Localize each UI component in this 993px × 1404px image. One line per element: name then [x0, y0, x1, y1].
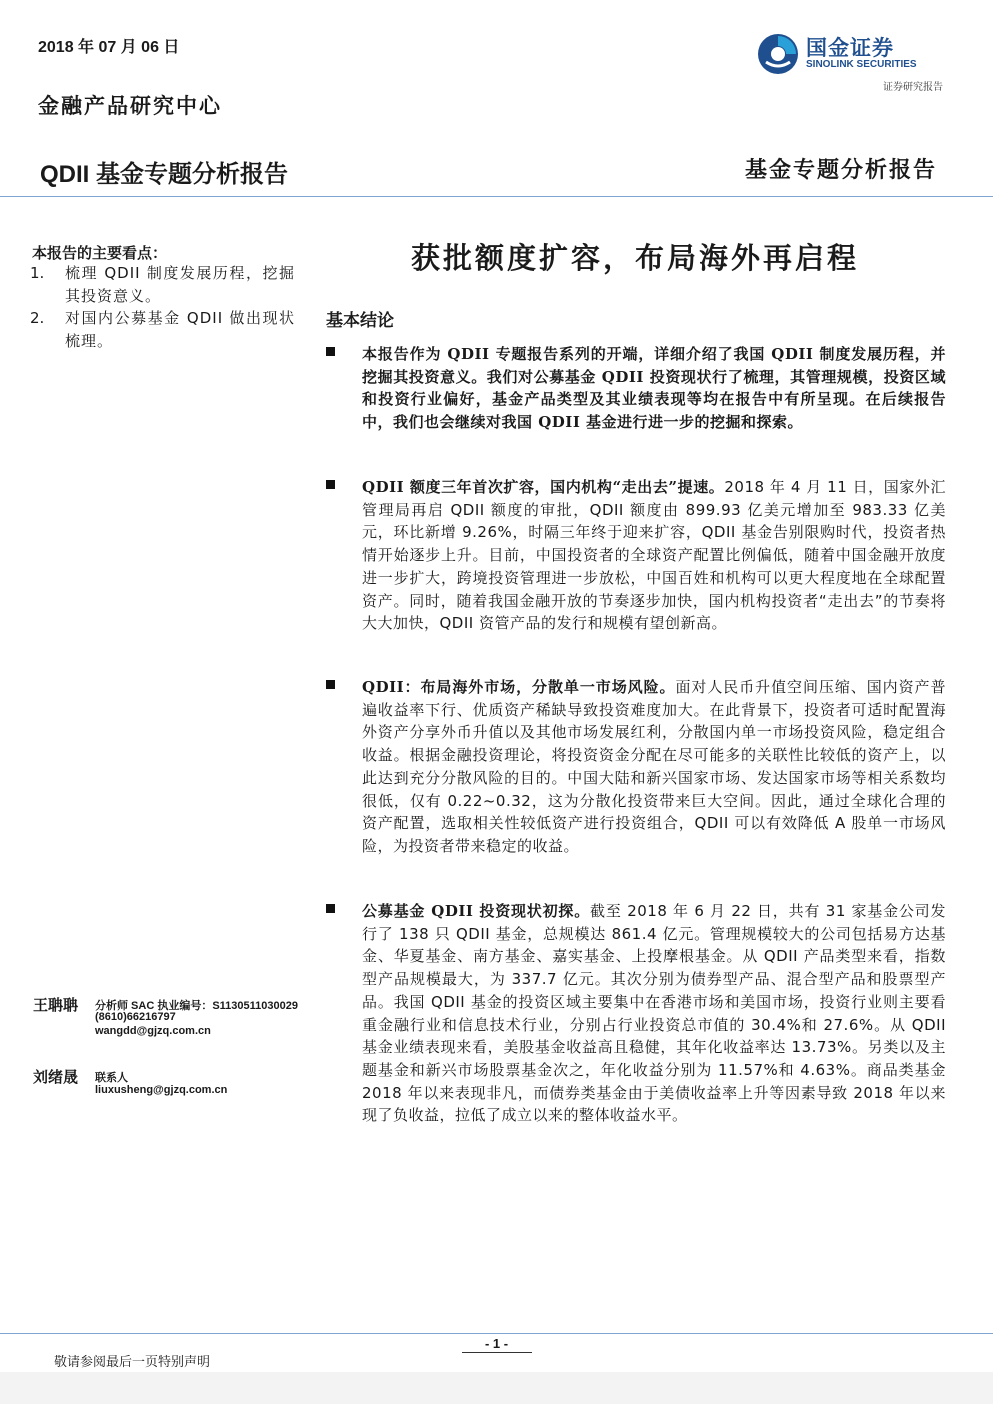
disclaimer-note: 敬请参阅最后一页特别声明 — [54, 1355, 211, 1370]
analyst-role: 联系人 — [95, 1072, 128, 1084]
bullet-text: 面对人民币升值空间压缩、国内资产普遍收益率下行、优质资产稀缺导致投资难度加大。在此背景下，投资者可适时配置海外资产分享外币升值以及其他市场发展红利，分散国内单一市场投资风险，稳定组合收益。根据金融投资理论，将投资资金分配在尽可能多的关联性比较低的资产上，以此达到充分分散风险的目的。中国大陆和新兴国家市场、发达国家市场等相关系数均很低，仅有 0.22~0.32，这为分散化投资带来巨大空间。因此，通过全球化合理的资产配置，选取相关性较低资产进行投资组合，QDII 可以有效降低 A 股单一市场风险，为投资者带来稳定的收益。 — [362, 678, 946, 855]
report-main-title: 获批额度扩容，布局海外再启程 — [410, 241, 859, 275]
highlight-text: 对国内公募基金 QDII 做出现状梳理。 — [65, 309, 295, 350]
conclusion-bullet — [326, 343, 948, 458]
bullet-square-icon — [326, 904, 335, 913]
analyst-name: 王聃聃 — [33, 996, 79, 1014]
highlights-title: 本报告的主要看点： — [32, 244, 168, 262]
header-divider — [0, 196, 993, 197]
analyst-email[interactable]: wangdd@gjzq.com.cn — [95, 1025, 211, 1037]
page-number: - 1 - — [484, 1336, 509, 1351]
bullet-lead: QDII：布局海外市场，分散单一市场风险。 — [362, 678, 676, 696]
analyst-name: 刘绪晟 — [33, 1068, 79, 1086]
report-series-title: QDII 基金专题分析报告 — [40, 161, 289, 188]
report-type-label: 基金专题分析报告 — [744, 157, 937, 183]
analyst-card — [33, 994, 313, 1044]
analyst-phone: (8610)66216797 — [95, 1011, 176, 1023]
section-title: 基本结论 — [326, 311, 394, 331]
analyst-email[interactable]: liuxusheng@gjzq.com.cn — [95, 1084, 228, 1096]
footer-divider — [0, 1333, 993, 1334]
conclusion-bullet — [326, 900, 948, 1150]
highlight-item — [30, 262, 295, 308]
conclusion-bullet — [326, 676, 948, 881]
bullet-lead: 公募基金 QDII 投资现状初探。 — [362, 902, 591, 920]
bullet-lead: QDII 额度三年首次扩容，国内机构“走出去”提速。 — [362, 478, 725, 496]
company-logo — [756, 32, 946, 78]
conclusion-bullet — [326, 476, 948, 661]
highlight-number: 2. — [30, 309, 45, 327]
bullet-text: 2018 年 4 月 11 日，国家外汇管理局再启 QDII 额度的审批，QDII 额度由 899.93 亿美元增加至 983.33 亿美元，环比新增 9.26%，时隔三年终于迎来扩容，QDII 基金告别限购时代，投资者热情开始逐步上升。目前，中国投资者的全球资产配置比例偏低，随着中国金融开放度进一步扩大，跨境投资管理进一步放松，中国百姓和机构可以更大程度地在全球配置资产。同时，随着我国金融开放的节奏逐步加快，国内机构投资者“走出去”的节奏将大大加快，QDII 资管产品的发行和规模有望创新高。 — [362, 478, 946, 633]
highlight-number: 1. — [30, 264, 45, 282]
bullet-square-icon — [326, 347, 335, 356]
research-center-name: 金融产品研究中心 — [38, 93, 222, 118]
bullet-text: 截至 2018 年 6 月 22 日，共有 31 家基金公司发行了 138 只 QDII 基金，总规模达 861.4 亿元。管理规模较大的公司包括易方达基金、华夏基金、南方基金、嘉实基金、上投摩根基金。从 QDII 产品类型来看，指数型产品规模最大，为 337.7 亿元。其次分别为债券型产品、混合型产品和股票型产品。我国 QDII 基金的投资区域主要集中在香港市场和美国市场，投资行业则主要看重金融行业和信息技术行业，分别占行业投资总市值的 30.4%和 27.6%。从 QDII 基金业绩表现来看，美股基金收益高且稳健，其年化收益率达 13.73%。另类以及主题基金和新兴市场股票基金次之，年化收益分别为 11.57%和 4.63%。商品类基金 2018 年以来表现非凡，而债券类基金由于美债收益率上升等因素导致 2018 年以来现了负收益，拉低了成立以来的整体收益水平。 — [362, 902, 946, 1125]
logo-english-name: SINOLINK SECURITIES — [806, 59, 917, 70]
analyst-card — [33, 1066, 313, 1106]
highlight-text: 梳理 QDII 制度发展历程，挖掘其投资意义。 — [65, 264, 295, 305]
report-category-tag: 证券研究报告 — [883, 82, 943, 93]
bullet-square-icon — [326, 680, 335, 689]
analyst-role: 分析师 SAC 执业编号：S1130511030029 — [95, 1000, 298, 1012]
bullet-lead: 本报告作为 QDII 专题报告系列的开端，详细介绍了我国 QDII 制度发展历程，并挖掘其投资意义。我们对公募基金 QDII 投资现状行了梳理，其管理规模，投资区域和投资行业偏好，基金产品类型及其业绩表现等均在报告中有所呈现。在后续报告中，我们也会继续对我国 QDII 基金进行进一步的挖掘和探索。 — [362, 345, 946, 432]
logo-chinese-name: 国金证券 — [806, 36, 894, 60]
footer-band — [0, 1372, 993, 1404]
report-date: 2018 年 07 月 06 日 — [38, 39, 180, 56]
page-number-underline — [462, 1352, 532, 1353]
sinolink-logo-icon — [756, 32, 800, 76]
bullet-square-icon — [326, 480, 335, 489]
highlight-item — [30, 307, 295, 353]
